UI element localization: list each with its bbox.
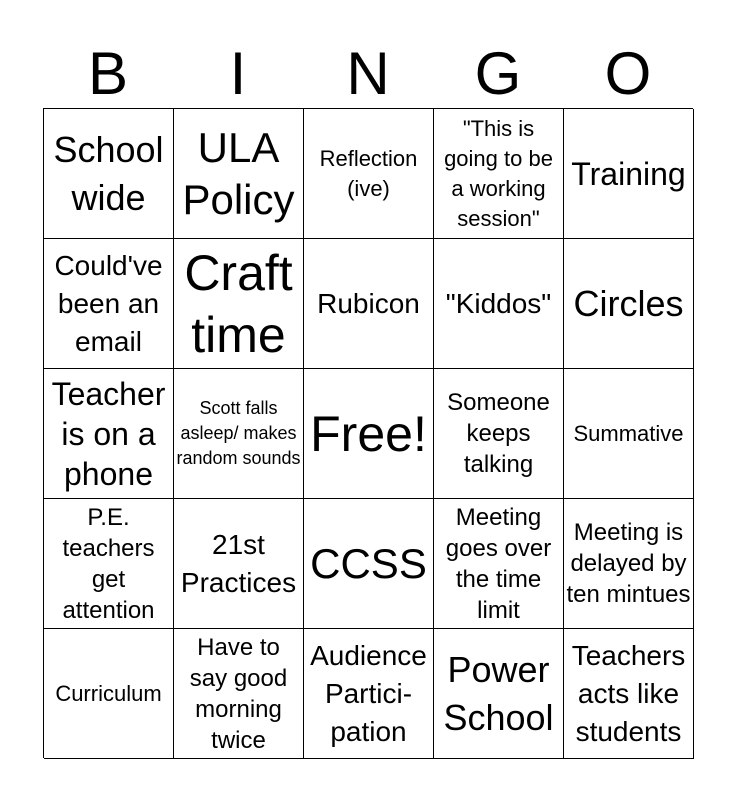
cell-text: Curriculum	[55, 680, 162, 706]
cell-text: Have to say good morning twice	[189, 633, 288, 754]
cell-text: Craft time	[184, 244, 293, 363]
cell-text: ULA Policy	[182, 123, 295, 223]
bingo-cell[interactable]	[174, 629, 304, 759]
cell-text: Could've been an email	[54, 249, 163, 357]
cell-text: Scott falls asleep/ makes random sounds	[176, 398, 301, 468]
bingo-cell[interactable]	[434, 109, 564, 239]
cell-text: CCSS	[310, 539, 427, 587]
bingo-cell[interactable]	[564, 109, 694, 239]
cell-text: Training	[571, 155, 686, 192]
bingo-cell[interactable]	[44, 239, 174, 369]
bingo-cell[interactable]	[174, 239, 304, 369]
bingo-cell[interactable]	[564, 239, 694, 369]
cell-text: Power School	[443, 648, 554, 738]
bingo-cell[interactable]	[304, 629, 434, 759]
free-space-cell[interactable]	[304, 369, 434, 499]
cell-text: Rubicon	[317, 287, 420, 319]
bingo-cell[interactable]	[434, 629, 564, 759]
bingo-grid	[43, 108, 693, 758]
bingo-header	[43, 40, 693, 108]
bingo-cell[interactable]	[564, 629, 694, 759]
cell-text: Circles	[573, 282, 684, 324]
header-letter-i: I	[229, 40, 247, 107]
cell-text: 21st Practices	[180, 528, 297, 598]
bingo-cell[interactable]	[434, 239, 564, 369]
bingo-cell[interactable]	[174, 109, 304, 239]
bingo-cell[interactable]	[44, 499, 174, 629]
bingo-cell[interactable]	[304, 239, 434, 369]
bingo-cell[interactable]	[44, 109, 174, 239]
cell-text: Audience Partici- pation	[310, 639, 427, 747]
bingo-cell[interactable]	[434, 499, 564, 629]
cell-text: Meeting goes over the time limit	[445, 503, 552, 624]
bingo-cell[interactable]	[44, 629, 174, 759]
cell-text: Teacher is on a phone	[51, 375, 166, 492]
bingo-cell[interactable]	[174, 499, 304, 629]
cell-text: Teachers acts like students	[571, 639, 686, 747]
bingo-cell[interactable]	[434, 369, 564, 499]
bingo-cell[interactable]	[304, 499, 434, 629]
cell-text: Reflection (ive)	[319, 145, 418, 201]
header-letter-o: O	[604, 40, 652, 107]
cell-text: "This is going to be a working session"	[444, 115, 553, 231]
header-letter-g: G	[474, 40, 522, 107]
cell-text: P.E. teachers get attention	[62, 503, 155, 624]
header-letter-b: B	[87, 40, 129, 107]
bingo-cell[interactable]	[44, 369, 174, 499]
cell-text: Someone keeps talking	[447, 389, 550, 478]
bingo-cell[interactable]	[564, 499, 694, 629]
bingo-cell[interactable]	[564, 369, 694, 499]
cell-text: Meeting is delayed by ten mintues	[566, 519, 691, 608]
cell-text: School wide	[53, 128, 164, 218]
cell-text: Free!	[310, 405, 427, 462]
header-letter-n: N	[346, 40, 390, 107]
bingo-cell[interactable]	[304, 109, 434, 239]
cell-text: Summative	[573, 420, 684, 446]
bingo-cell[interactable]	[174, 369, 304, 499]
cell-text: "Kiddos"	[445, 287, 552, 319]
